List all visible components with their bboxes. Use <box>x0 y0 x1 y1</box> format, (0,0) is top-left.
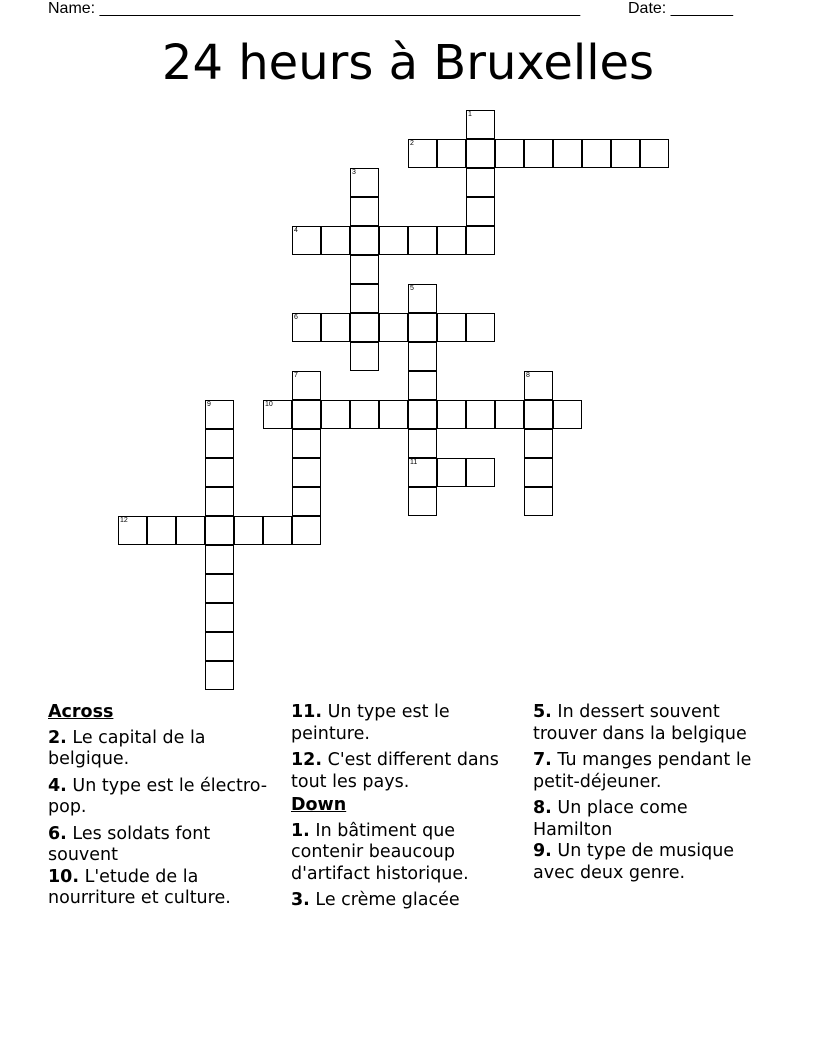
clue-number: 12 <box>120 517 128 524</box>
across-clue-2: 2. Le capital de la belgique. <box>48 727 206 769</box>
crossword-cell <box>553 400 582 429</box>
clue-number: 4 <box>294 227 298 234</box>
crossword-cell <box>495 400 524 429</box>
across-clue-10: 10. L'etude de la nourriture et culture. <box>48 866 231 908</box>
clue-number: 6 <box>294 314 298 321</box>
clue-number: 2 <box>410 140 414 147</box>
crossword-cell <box>466 313 495 342</box>
crossword-cell <box>205 429 234 458</box>
crossword-cell <box>408 371 437 400</box>
crossword-cell <box>524 139 553 168</box>
crossword-cell <box>292 313 321 342</box>
crossword-cell <box>350 400 379 429</box>
crossword-cell <box>524 458 553 487</box>
clue-number: 7 <box>294 372 298 379</box>
date-field-label: Date: _______ <box>628 0 733 17</box>
crossword-cell <box>408 139 437 168</box>
crossword-cell <box>118 516 147 545</box>
crossword-cell <box>350 342 379 371</box>
crossword-cell <box>263 400 292 429</box>
crossword-cell <box>408 458 437 487</box>
crossword-cell <box>292 487 321 516</box>
crossword-cell <box>466 139 495 168</box>
crossword-cell <box>292 516 321 545</box>
clue-number: 10 <box>265 401 273 408</box>
crossword-cell <box>437 400 466 429</box>
crossword-cell <box>350 168 379 197</box>
crossword-cell <box>292 371 321 400</box>
crossword-cell <box>466 458 495 487</box>
across-clue-12: 12. C'est different dans tout les pays. <box>291 750 499 792</box>
crossword-cell <box>553 139 582 168</box>
clues-column-3 <box>533 702 763 889</box>
crossword-cell <box>379 400 408 429</box>
crossword-cell <box>205 458 234 487</box>
down-clue-1: 1. In bâtiment que contenir beaucoup d'artifact historique. <box>291 820 469 884</box>
crossword-cell <box>205 400 234 429</box>
down-heading: Down <box>291 795 347 815</box>
crossword-cell <box>524 371 553 400</box>
crossword-cell <box>379 226 408 255</box>
crossword-cell <box>640 139 669 168</box>
crossword-cell <box>466 197 495 226</box>
crossword-cell <box>408 400 437 429</box>
crossword-cell <box>350 226 379 255</box>
crossword-cell <box>350 284 379 313</box>
down-clue-5: 5. In dessert souvent trouver dans la belgique <box>533 702 747 744</box>
clue-number: 8 <box>526 372 530 379</box>
crossword-cell <box>205 545 234 574</box>
name-field-label: Name: ______________________________________________________ <box>48 0 581 17</box>
crossword-cell <box>350 197 379 226</box>
crossword-cell <box>408 342 437 371</box>
crossword-cell <box>205 516 234 545</box>
crossword-cell <box>176 516 205 545</box>
crossword-cell <box>263 516 292 545</box>
crossword-cell <box>292 226 321 255</box>
crossword-cell <box>582 139 611 168</box>
page-title: 24 heurs à Bruxelles <box>161 35 655 91</box>
crossword-cell <box>292 458 321 487</box>
crossword-cell <box>292 400 321 429</box>
crossword-cell <box>408 429 437 458</box>
clue-number: 11 <box>410 459 418 466</box>
crossword-cell <box>611 139 640 168</box>
crossword-cell <box>321 313 350 342</box>
crossword-cell <box>466 400 495 429</box>
crossword-cell <box>205 487 234 516</box>
clues-column-2 <box>291 702 503 917</box>
crossword-cell <box>234 516 263 545</box>
crossword-cell <box>524 400 553 429</box>
crossword-cell <box>466 168 495 197</box>
crossword-cell <box>321 226 350 255</box>
across-heading: Across <box>48 702 114 722</box>
clue-number: 5 <box>410 285 414 292</box>
across-clue-4: 4. Un type est le électro-pop. <box>48 775 268 817</box>
crossword-cell <box>147 516 176 545</box>
down-clue-3: 3. Le crème glacée <box>291 890 460 910</box>
crossword-cell <box>350 313 379 342</box>
down-clue-9: 9. Un type de musique avec deux genre. <box>533 841 735 883</box>
across-clue-6: 6. Les soldats font souvent <box>48 823 211 865</box>
crossword-cell <box>408 226 437 255</box>
crossword-cell <box>321 400 350 429</box>
crossword-cell <box>205 632 234 661</box>
crossword-cell <box>205 574 234 603</box>
crossword-cell <box>408 487 437 516</box>
crossword-cell <box>350 255 379 284</box>
down-clue-8: 8. Un place come Hamilton <box>533 798 688 840</box>
crossword-cell <box>437 139 466 168</box>
crossword-cell <box>205 603 234 632</box>
across-clue-11: 11. Un type est le peinture. <box>291 702 450 744</box>
crossword-cell <box>292 429 321 458</box>
crossword-cell <box>524 429 553 458</box>
crossword-cell <box>379 313 408 342</box>
crossword-cell <box>205 661 234 690</box>
crossword-cell <box>437 226 466 255</box>
crossword-cell <box>466 110 495 139</box>
crossword-cell <box>408 284 437 313</box>
crossword-cell <box>437 313 466 342</box>
down-clue-7: 7. Tu manges pendant le petit-déjeuner. <box>533 750 752 792</box>
clues-column-1 <box>48 702 270 915</box>
crossword-cell <box>524 487 553 516</box>
crossword-cell <box>408 313 437 342</box>
clue-number: 1 <box>468 111 472 118</box>
crossword-cell <box>466 226 495 255</box>
clue-number: 9 <box>207 401 211 408</box>
crossword-cell <box>437 458 466 487</box>
clue-number: 3 <box>352 169 356 176</box>
crossword-cell <box>495 139 524 168</box>
